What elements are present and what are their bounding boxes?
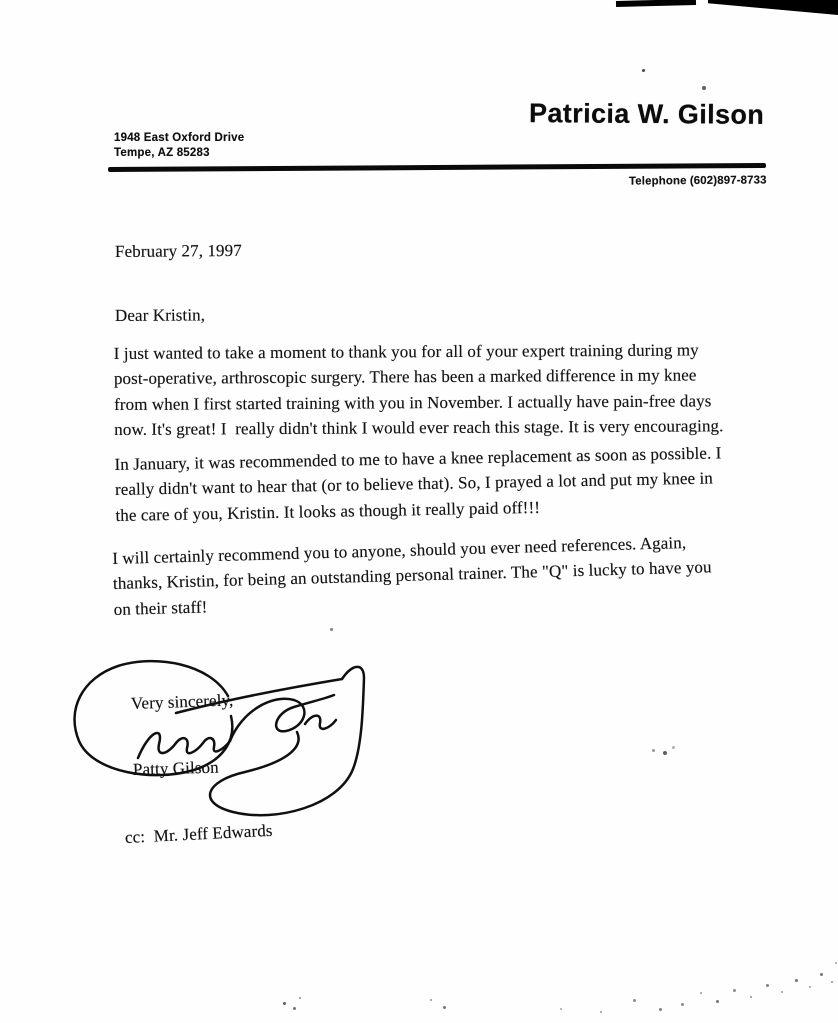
scan-speck [835, 962, 837, 964]
scan-speck [633, 999, 636, 1002]
body-line: the care of you, Kristin. It looks as though it really paid off!!! [115, 497, 541, 525]
scan-speck [781, 991, 783, 993]
body-line: post-operative, arthroscopic surgery. There has been a marked difference in my knee [113, 365, 697, 389]
letterhead-name: Patricia W. Gilson [528, 98, 765, 130]
scan-speck [663, 751, 667, 755]
scan-artifact-bar [616, 0, 696, 7]
scan-speck [716, 1000, 719, 1003]
scan-speck [733, 989, 736, 992]
scan-speck [642, 69, 645, 72]
address-line-2: Tempe, AZ 85283 [114, 147, 210, 159]
scan-speck [672, 746, 675, 749]
scan-speck [430, 999, 432, 1001]
scan-speck [809, 986, 811, 988]
body-line: I just wanted to take a moment to thank you for all of your expert training during my [113, 340, 699, 364]
body-line: really didn't want to hear that (or to believe that). So, I prayed a lot and put my knee in [114, 468, 714, 500]
body-line: from when I first started training with you in November. I actually have pain-free days [114, 390, 712, 414]
handwritten-signature [58, 650, 518, 840]
letterhead-address [114, 131, 244, 161]
signature-last-name-detail [305, 716, 336, 729]
closing-phrase: Very sincerely, [130, 690, 234, 713]
scan-speck [831, 981, 833, 983]
paragraph-3 [112, 529, 713, 622]
body-line: now. It's great! I really didn't think I would ever reach this stage. It is very encouraging. [114, 416, 724, 439]
scan-speck [820, 973, 823, 976]
scan-speck [560, 1008, 562, 1010]
scan-speck [750, 996, 752, 998]
scan-speck [681, 1003, 684, 1006]
letterhead-rule [108, 163, 766, 172]
address-line-1: 1948 East Oxford Drive [114, 132, 245, 144]
scan-speck [330, 628, 333, 631]
cc-line: cc: Mr. Jeff Edwards [124, 820, 273, 847]
paragraph-2 [114, 440, 722, 528]
scan-speck [283, 1002, 286, 1005]
typed-signature-name: Patty Gilson [132, 757, 219, 779]
body-line: thanks, Kristin, for being an outstanding personal trainer. The "Q" is lucky to have you [112, 557, 712, 594]
scan-speck [293, 1007, 296, 1010]
scan-speck [700, 992, 702, 994]
scan-speck [652, 749, 655, 752]
scan-speck [600, 1011, 602, 1013]
signature-last-name [230, 695, 334, 741]
salutation: Dear Kristin, [114, 305, 206, 325]
scan-speck [702, 86, 706, 90]
scan-speck [659, 1008, 662, 1011]
body-line: on their staff! [113, 596, 208, 619]
body-line: I will certainly recommend you to anyone, should you ever need references. Again, [112, 532, 687, 569]
scan-speck [795, 979, 798, 982]
paragraph-1 [114, 337, 724, 442]
scan-speck [443, 1006, 446, 1009]
body-line: In January, it was recommended to me to have a knee replacement as soon as possible. I [114, 443, 722, 475]
scan-speck [766, 984, 769, 987]
scan-artifact-wedge [708, 0, 838, 15]
letter-date: February 27, 1997 [114, 240, 242, 261]
scan-speck [299, 997, 301, 999]
letterhead-telephone: Telephone (602)897-8733 [629, 174, 768, 188]
